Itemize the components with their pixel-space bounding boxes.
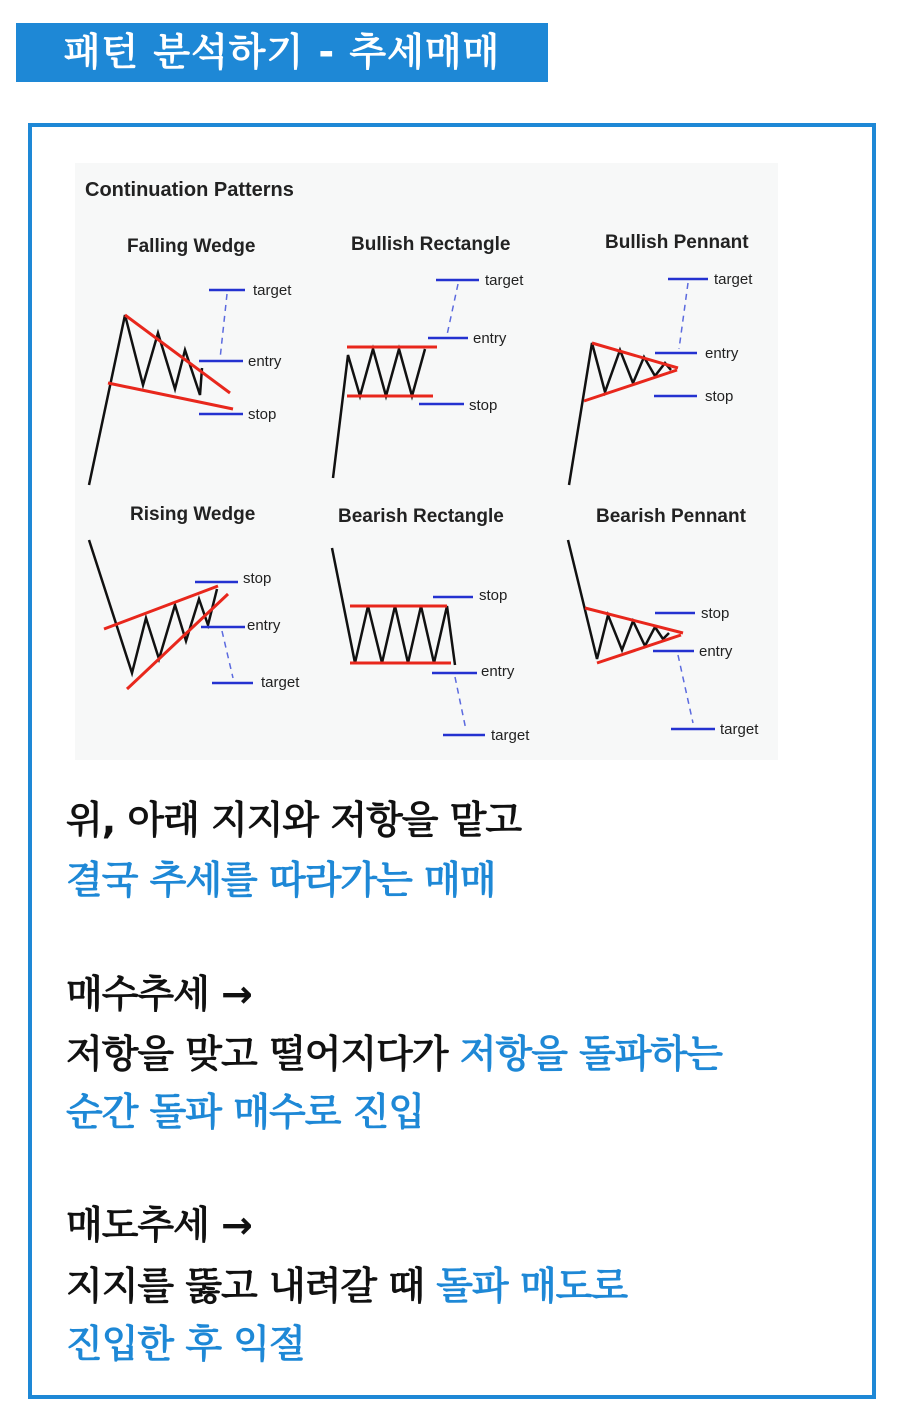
label-stop: stop: [701, 605, 730, 622]
label-stop: stop: [248, 406, 277, 423]
label-entry: entry: [248, 353, 282, 370]
buy-trend-title: 매수추세 →: [66, 972, 252, 1016]
label-target: target: [253, 282, 292, 299]
bullish-rectangle-title: Bullish Rectangle: [351, 234, 511, 255]
continuation-patterns-figure: [75, 163, 778, 760]
label-stop: stop: [469, 397, 498, 414]
label-entry: entry: [699, 643, 733, 660]
label-target: target: [714, 271, 753, 288]
intro-line-1: 위, 아래 지지와 저항을 맡고: [66, 798, 522, 842]
bullish-pennant-chart: [569, 271, 753, 485]
buy-trend-line-1-blue: 저항을 돌파하는: [459, 1032, 722, 1076]
falling-wedge-title: Falling Wedge: [127, 236, 256, 257]
label-target: target: [720, 721, 759, 738]
label-target: target: [485, 272, 524, 289]
label-target: target: [261, 674, 300, 691]
label-entry: entry: [473, 330, 507, 347]
bearish-pennant-title: Bearish Pennant: [596, 506, 746, 527]
label-stop: stop: [479, 587, 508, 604]
label-entry: entry: [247, 617, 281, 634]
sell-trend-title: 매도추세 →: [66, 1203, 252, 1247]
patterns-diagram: [75, 163, 778, 760]
buy-trend-line-2: 순간 돌파 매수로 진입: [66, 1090, 425, 1134]
bearish-rectangle-title: Bearish Rectangle: [338, 506, 504, 527]
intro-line-2: 결국 추세를 따라가는 매매: [66, 858, 496, 902]
label-entry: entry: [705, 345, 739, 362]
sell-trend-line-2: 진입한 후 익절: [66, 1322, 305, 1366]
label-stop: stop: [705, 388, 734, 405]
buy-trend-line-1: [66, 1030, 722, 1078]
label-target: target: [491, 727, 530, 744]
sell-trend-line-1-black: 지지를 뚫고 내려갈 때: [66, 1264, 437, 1308]
figure-title: Continuation Patterns: [85, 179, 294, 201]
bearish-pennant-chart: [568, 540, 759, 738]
page-title: 패턴 분석하기 - 추세매매: [63, 30, 501, 74]
buy-trend-line-1-black: 저항을 맞고 떨어지다가: [66, 1032, 460, 1076]
sell-trend-line-1: [66, 1262, 627, 1310]
header-banner: [16, 23, 548, 82]
rising-wedge-title: Rising Wedge: [130, 504, 256, 525]
label-entry: entry: [481, 663, 515, 680]
falling-wedge-chart: [89, 282, 292, 485]
label-stop: stop: [243, 570, 272, 587]
bullish-pennant-title: Bullish Pennant: [605, 232, 749, 253]
rising-wedge-chart: [89, 540, 300, 691]
sell-trend-line-1-blue: 돌파 매도로: [436, 1264, 628, 1308]
bullish-rectangle-chart: [333, 272, 524, 478]
bearish-rectangle-chart: [332, 548, 530, 744]
